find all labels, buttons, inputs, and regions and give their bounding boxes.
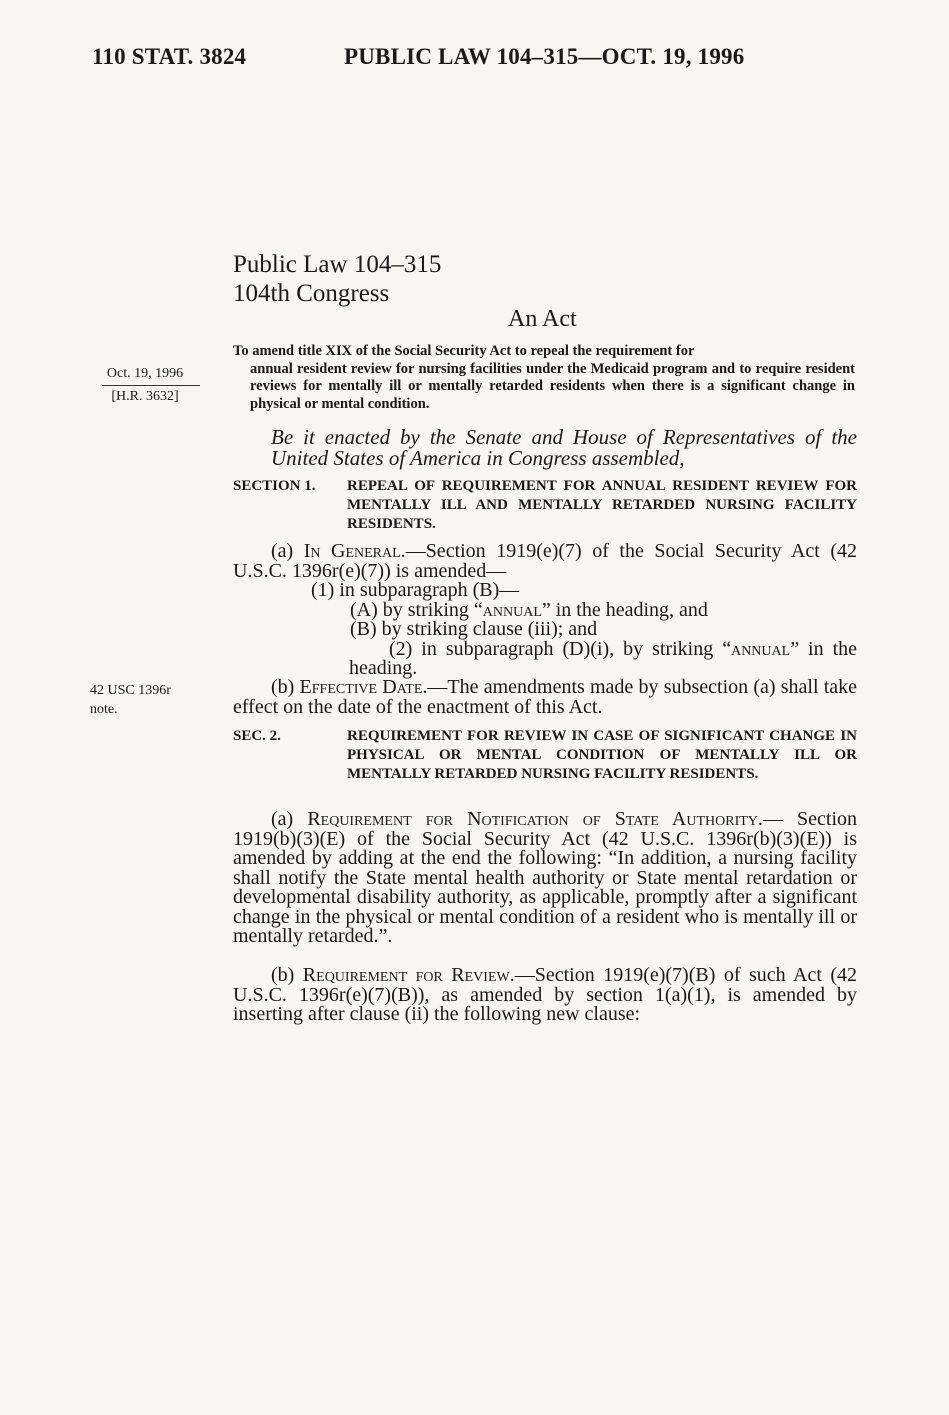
margin-citation-line-2: note. bbox=[90, 702, 118, 717]
subsection-b-text: —The amendments made by subsection (a) shall take effect on the date of the enactment of this Act. bbox=[233, 676, 858, 718]
section-1-subsection-b bbox=[233, 678, 857, 717]
list-item-B: (B) by striking clause (iii); and bbox=[350, 618, 598, 640]
section-2-b-heading: Requirement for Review. bbox=[302, 964, 515, 986]
margin-citation bbox=[90, 681, 210, 719]
margin-date: Oct. 19, 1996 bbox=[106, 366, 184, 381]
section-1-title: REPEAL OF REQUIREMENT FOR ANNUAL RESIDENT REVIEW FOR MENTALLY ILL AND MENTALLY RETARDED NURSING FACILITY RESIDENTS. bbox=[347, 478, 857, 532]
section-2-b-marker: (b) bbox=[271, 964, 295, 986]
section-2-a-text: — Section 1919(b)(3)(E) of the Social Security Act (42 U.S.C. 1396r(b)(3)(E)) is amended by adding at the end the following: “In addition, a nursing facility shall notify the State mental health authority or State mental retardation or developmental disability authority, as applicable, promptly after a significant change in the physical or mental condition of a resident who is mentally ill or mentally retarded.”. bbox=[233, 808, 858, 947]
public-law-number: Public Law 104–315 bbox=[233, 251, 442, 278]
subsection-b-marker: (b) bbox=[271, 676, 295, 698]
section-2-title: REQUIREMENT FOR REVIEW IN CASE OF SIGNIFICANT CHANGE IN PHYSICAL OR MENTAL CONDITION OF MENTALLY ILL OR MENTALLY RETARDED NURSING FACILITY RESIDENTS. bbox=[347, 728, 857, 782]
margin-bill-number: [H.R. 3632] bbox=[111, 389, 179, 404]
section-2-label: SEC. 2. bbox=[233, 728, 281, 744]
section-2-b-text: —Section 1919(e)(7)(B) of such Act (42 U.S.C. 1396r(e)(7)(B)), as amended by section 1(a)(1), is amended by inserting after clause (ii) the following new clause: bbox=[233, 964, 857, 1025]
congress-number: 104th Congress bbox=[233, 280, 390, 307]
section-1-label: SECTION 1. bbox=[233, 478, 316, 494]
subsection-a-text: —Section 1919(e)(7) of the Social Security Act (42 U.S.C. 1396r(e)(7)) is amended— bbox=[233, 540, 857, 582]
law-and-date: PUBLIC LAW 104–315—OCT. 19, 1996 bbox=[344, 44, 745, 69]
list-item-2: (2) in subparagraph (D)(i), by striking “annual” in the heading. bbox=[349, 637, 857, 679]
subsection-b-heading: Effective Date. bbox=[299, 676, 428, 698]
subsection-a-marker: (a) bbox=[271, 540, 294, 562]
section-2-a-marker: (a) bbox=[271, 808, 294, 830]
margin-date-block bbox=[80, 363, 210, 408]
subsection-a-heading: In General. bbox=[303, 540, 406, 562]
margin-citation-line-1: 42 USC 1396r bbox=[90, 683, 171, 698]
section-2-a-heading: Requirement for Notification of State Authority. bbox=[307, 808, 763, 830]
enacting-clause-text: Be it enacted by the Senate and House of Representatives of the United States of America in Congress assembled, bbox=[271, 425, 857, 470]
list-item-1: (1) in subparagraph (B)— bbox=[311, 579, 520, 601]
page-number: 110 STAT. 3824 bbox=[92, 44, 247, 69]
section-1-subsection-a bbox=[233, 542, 857, 679]
purpose-clause bbox=[233, 343, 855, 413]
list-item-A: (A) by striking “annual” in the heading, and bbox=[350, 598, 708, 621]
purpose-rest: annual resident review for nursing facilities under the Medicaid program and to require resident reviews for mentally ill or mentally retarded residents when there is a significant change in physical or mental condition. bbox=[250, 360, 855, 412]
section-2-subsection-a bbox=[233, 810, 857, 947]
enacting-clause bbox=[233, 427, 857, 469]
law-title-block bbox=[233, 250, 441, 308]
section-2-subsection-b bbox=[233, 966, 857, 1025]
purpose-line-1: To amend title XIX of the Social Security Act to repeal the requirement for bbox=[233, 343, 695, 359]
section-2-heading bbox=[233, 727, 857, 784]
section-1-heading bbox=[233, 477, 857, 534]
act-heading: An Act bbox=[508, 306, 577, 332]
